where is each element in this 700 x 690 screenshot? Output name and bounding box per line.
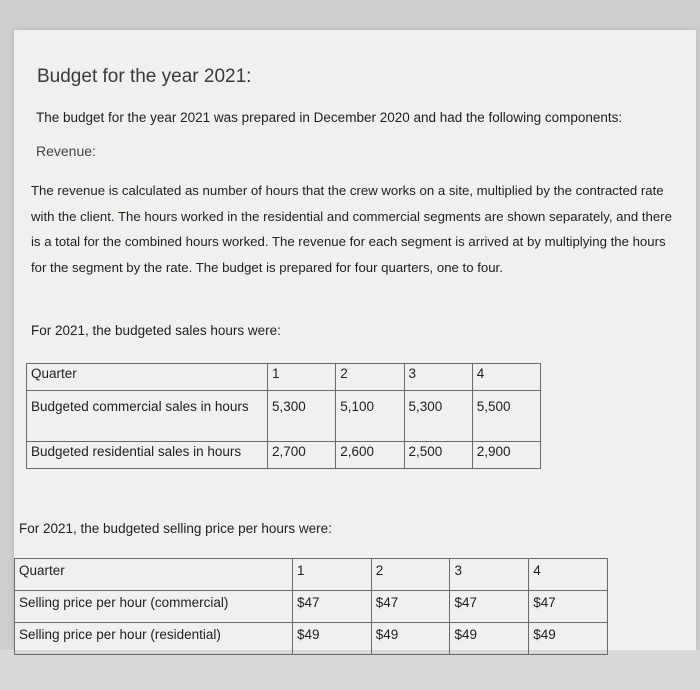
table-cell: 2 — [336, 364, 404, 391]
table-cell: Quarter — [27, 364, 268, 391]
table-cell: 1 — [268, 364, 336, 391]
table-cell: 3 — [450, 559, 529, 591]
table-cell: $47 — [529, 591, 608, 623]
table-row — [27, 442, 541, 469]
table-cell: 2,900 — [472, 442, 540, 469]
table-cell: $47 — [450, 591, 529, 623]
table-cell: Budgeted commercial sales in hours — [27, 391, 268, 442]
table-cell: 4 — [529, 559, 608, 591]
table-cell: 1 — [292, 559, 371, 591]
table-cell: 2,600 — [336, 442, 404, 469]
table-cell: $49 — [292, 623, 371, 655]
table-cell: Budgeted residential sales in hours — [27, 442, 268, 469]
table-cell: $49 — [371, 623, 450, 655]
table-cell: Selling price per hour (residential) — [15, 623, 293, 655]
table-cell: 2,500 — [404, 442, 472, 469]
table-row — [15, 623, 608, 655]
table-cell: 5,500 — [472, 391, 540, 442]
table-row — [15, 591, 608, 623]
section-label: Revenue: — [36, 143, 96, 159]
selling-price-table — [14, 558, 608, 655]
intro-text: The budget for the year 2021 was prepared in December 2020 and had the following components: — [36, 110, 623, 125]
table-cell: 5,300 — [268, 391, 336, 442]
price-caption: For 2021, the budgeted selling price per hours were: — [19, 521, 332, 536]
table-cell: Quarter — [15, 559, 293, 591]
table-cell: 2 — [371, 559, 450, 591]
page-title: Budget for the year 2021: — [37, 66, 252, 87]
table-cell: $47 — [371, 591, 450, 623]
table-row — [27, 391, 541, 442]
table-cell: 3 — [404, 364, 472, 391]
table-cell: 2,700 — [268, 442, 336, 469]
table-cell: Selling price per hour (commercial) — [15, 591, 293, 623]
table-cell: 5,100 — [336, 391, 404, 442]
hours-caption: For 2021, the budgeted sales hours were: — [31, 323, 281, 338]
table-cell: 4 — [472, 364, 540, 391]
table-header-row — [27, 364, 541, 391]
revenue-paragraph: The revenue is calculated as number of hours that the crew works on a site, multiplied by the contracted rate with the client. The hours worked in the residential and commercial segments are shown separately, and there is a total for the combined hours worked. The revenue for each segment is arrived at by multiplying the hours for the segment by the rate. The budget is prepared for four quarters, one to four. — [31, 183, 672, 275]
sales-hours-table — [26, 363, 541, 469]
table-cell: $49 — [529, 623, 608, 655]
table-cell: $49 — [450, 623, 529, 655]
table-cell: $47 — [292, 591, 371, 623]
table-header-row — [15, 559, 608, 591]
table-cell: 5,300 — [404, 391, 472, 442]
background-surface — [0, 650, 700, 690]
